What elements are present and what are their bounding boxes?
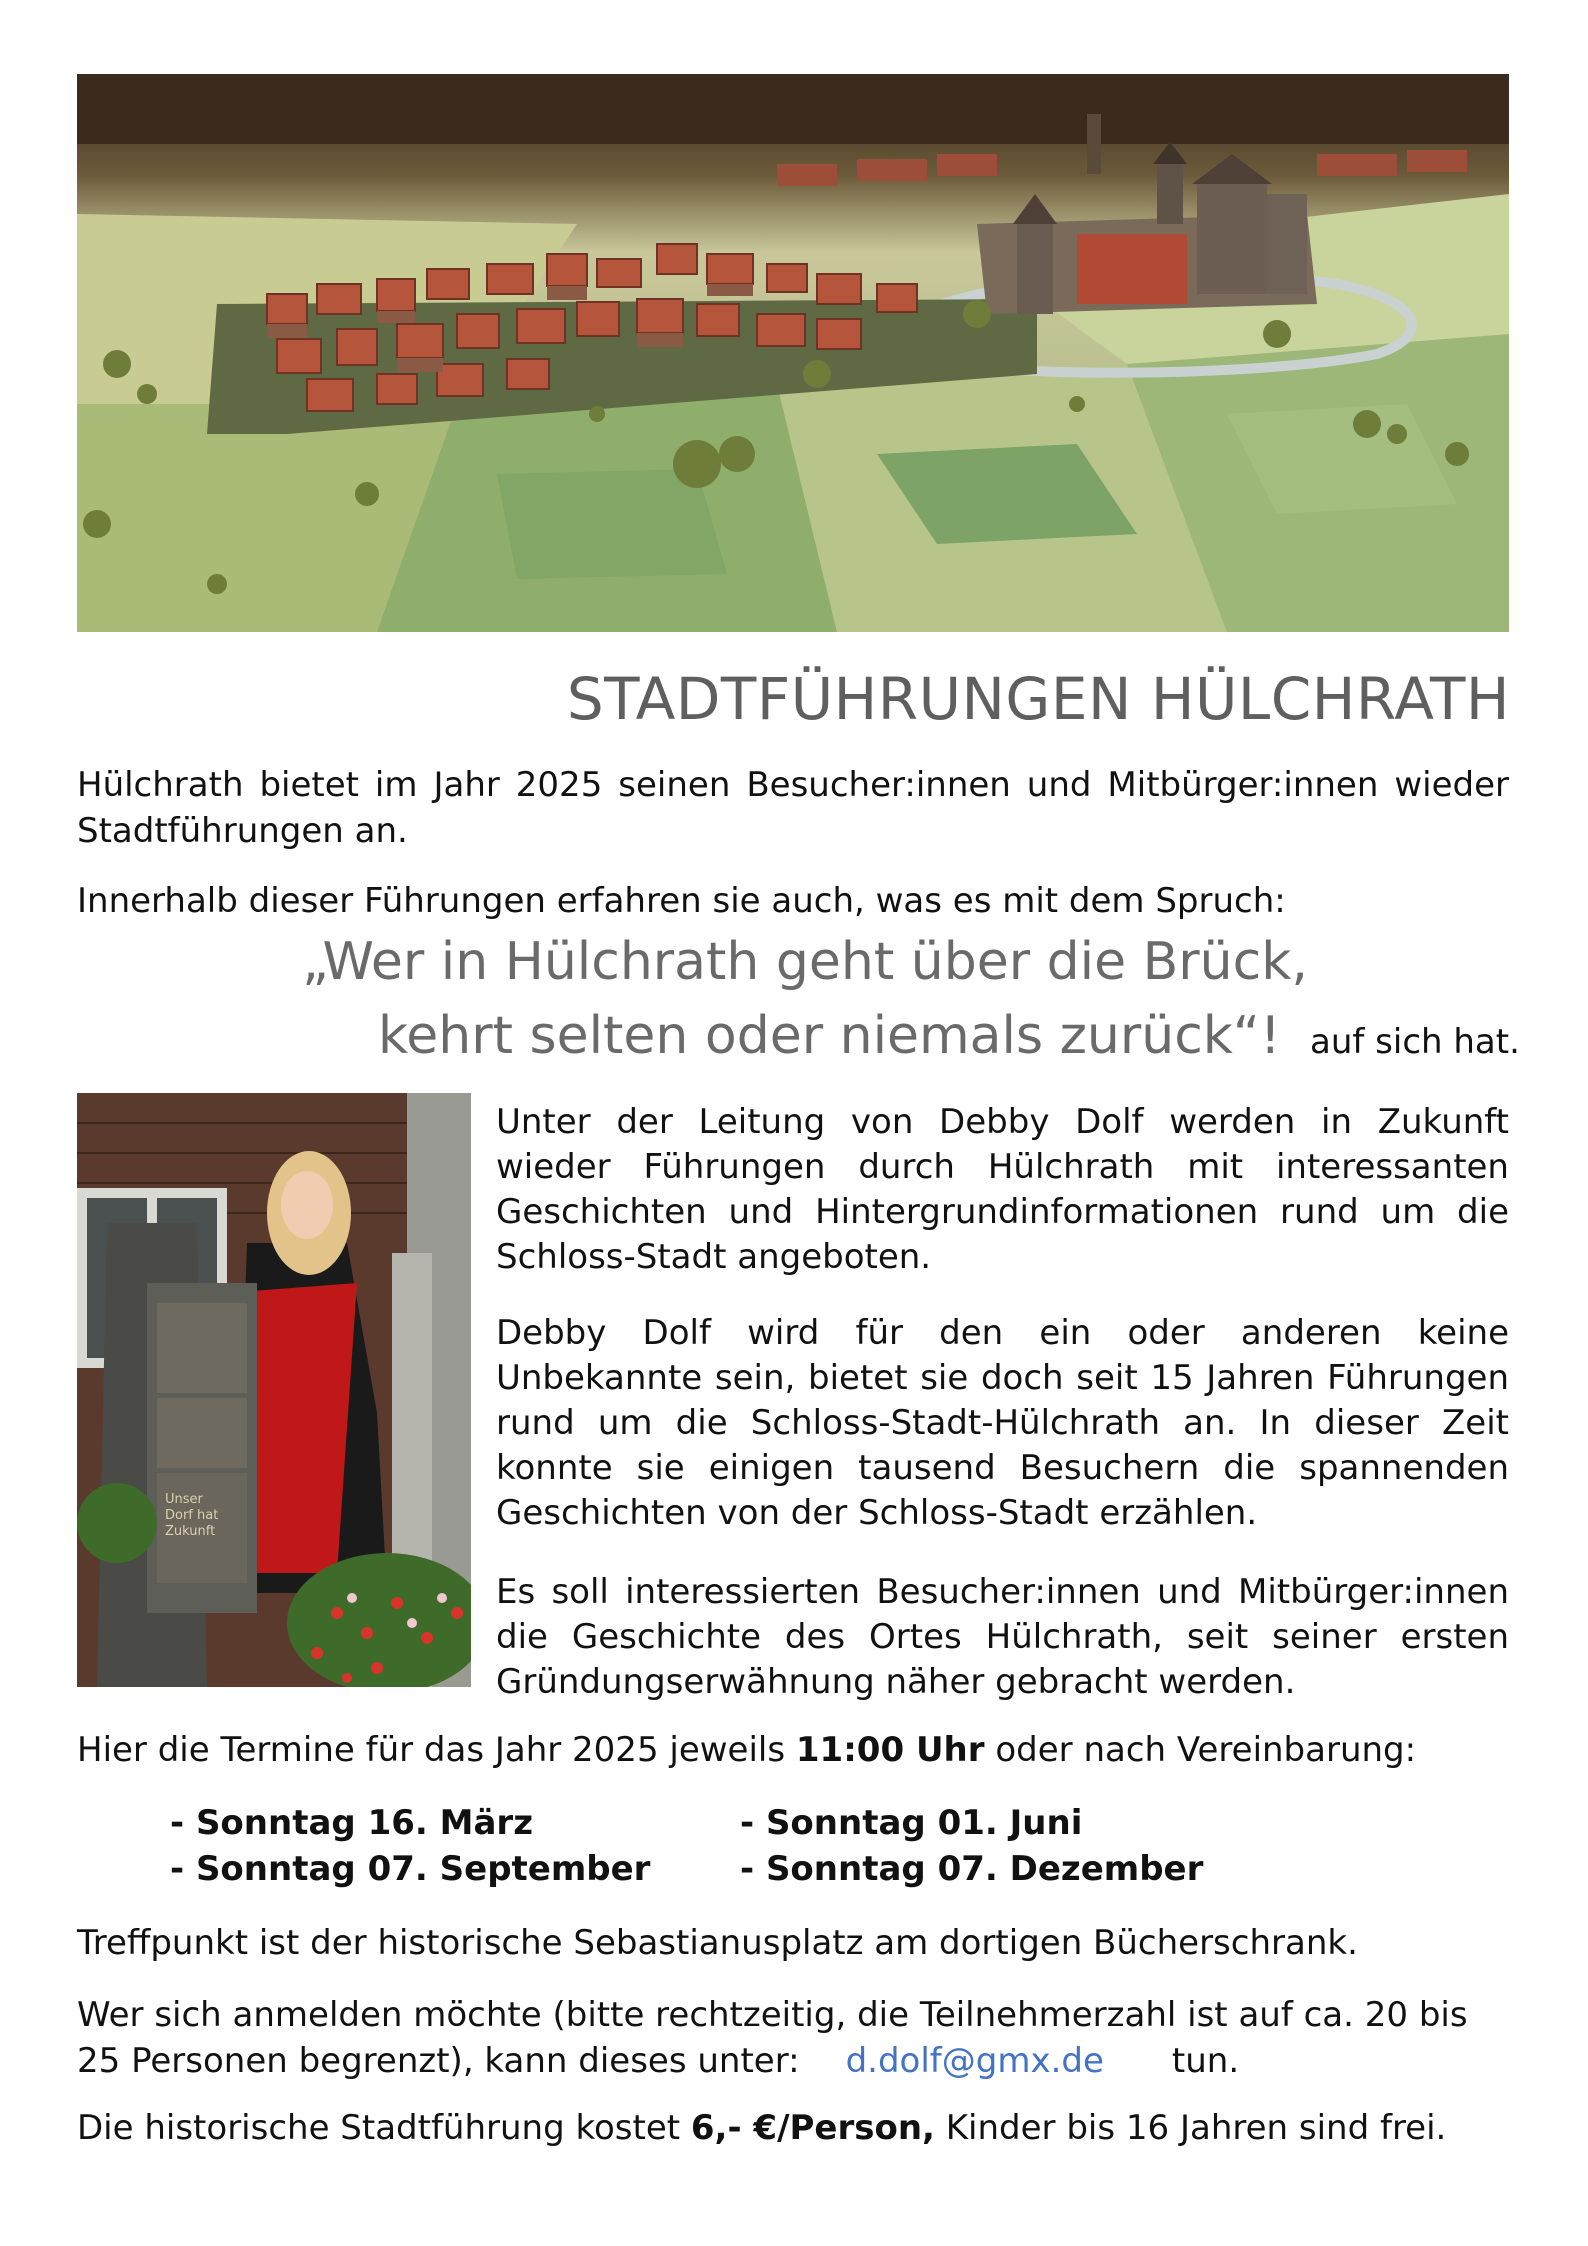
saying-intro-text: Innerhalb dieser Führungen erfahren sie auch, was es mit dem Spruch: — [77, 881, 1286, 921]
stele-sign-line-2: Dorf hat — [165, 1508, 219, 1523]
stele-sign-line-1: Unser — [165, 1492, 203, 1507]
price-amount: 6,- €/Person, — [690, 2108, 935, 2148]
guide-paragraph-3: Es soll interessierten Besucher:innen und Mitbürger:innen die Geschichte des Ortes Hülchrath, seit seiner ersten Gründungserwähnung näher gebracht werden. — [496, 1572, 1509, 1702]
guide-paragraph-1: Unter der Leitung von Debby Dolf werden in Zukunft wieder Führungen durch Hülchrath mit interessanten Geschichten und Hintergrundinformationen rund um die Schloss-Stadt angeboten. — [496, 1102, 1509, 1277]
quote-line-2: kehrt selten oder niemals zurück“! — [378, 1006, 1281, 1066]
termine-time: 11:00 Uhr — [795, 1730, 985, 1770]
termine-line — [77, 1727, 1416, 1773]
page-title: STADTFÜHRUNGEN HÜLCHRATH — [566, 665, 1510, 733]
guide-paragraph-2: Debby Dolf wird für den ein oder anderen keine Unbekannte sein, bietet sie doch seit 15 Jahren Führungen rund um die Schloss-Stadt-Hülchrath an. In dieser Zeit konnte sie einigen tausend Besuchern die spannenden Geschichten von der Schloss-Stadt erzählen. — [496, 1313, 1509, 1533]
termine-text-after: oder nach Vereinbarung: — [984, 1730, 1417, 1770]
registration-paragraph — [77, 1992, 1509, 2084]
registration-text: Wer sich anmelden möchte (bitte rechtzeitig, die Teilnehmerzahl ist auf ca. 20 bis 25 Personen begrenzt), kann dieses unter: — [77, 1995, 1468, 2081]
email-link[interactable]: d.dolf@gmx.de — [845, 2041, 1104, 2081]
date-item-september: - Sonntag 07. September — [170, 1849, 651, 1889]
quote-suffix: auf sich hat. — [1310, 1022, 1520, 1062]
price-text-before: Die historische Stadtführung kostet — [77, 2108, 691, 2148]
stele-sign-line-3: Zukunft — [165, 1524, 216, 1539]
date-item-juni: - Sonntag 01. Juni — [740, 1803, 1083, 1843]
registration-suffix: tun. — [1171, 2041, 1240, 2081]
hero-image-city-model — [77, 74, 1509, 632]
date-item-maerz: - Sonntag 16. März — [170, 1803, 533, 1843]
date-item-dezember: - Sonntag 07. Dezember — [740, 1849, 1204, 1889]
guide-photo — [77, 1093, 471, 1687]
price-text-after: Kinder bis 16 Jahren sind frei. — [934, 2108, 1447, 2148]
price-line — [77, 2105, 1446, 2151]
quote-line-1: „Wer in Hülchrath geht über die Brück, — [302, 932, 1308, 992]
termine-text-before: Hier die Termine für das Jahr 2025 jeweils — [77, 1730, 796, 1770]
meeting-point: Treffpunkt ist der historische Sebastianusplatz am dortigen Bücherschrank. — [77, 1923, 1358, 1963]
intro-paragraph: Hülchrath bietet im Jahr 2025 seinen Besucher:innen und Mitbürger:innen wieder Stadtführungen an. — [77, 765, 1509, 851]
